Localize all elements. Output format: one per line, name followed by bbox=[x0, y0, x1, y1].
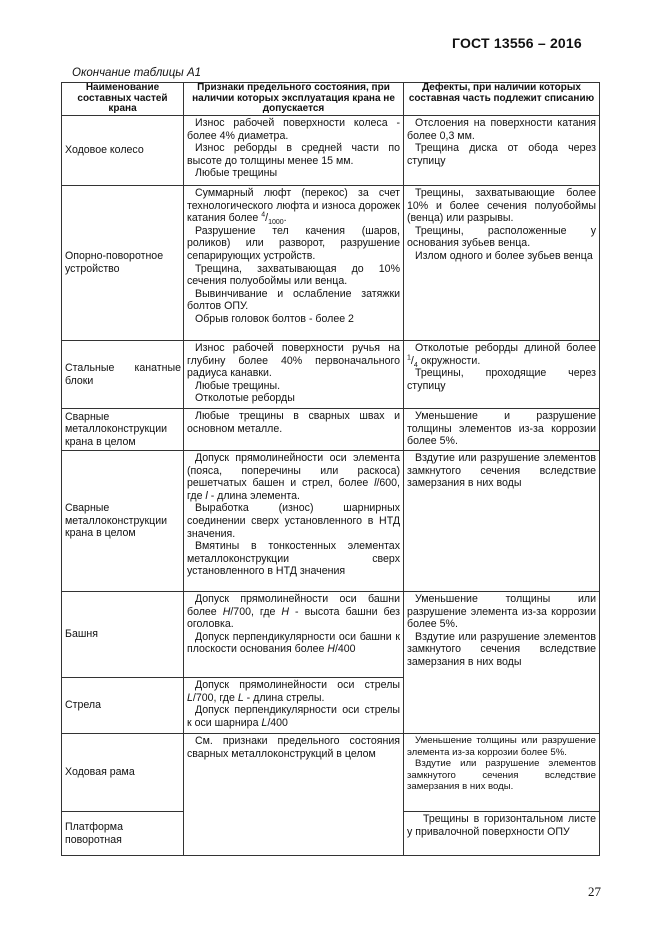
criterion: Допуск прямолинейности оси башни более H/700, где H - высота башни без оголовка. bbox=[187, 593, 400, 631]
criterion: Допуск перпендикулярности оси стрелы к оси шарнира L/400 bbox=[187, 704, 400, 729]
table-caption: Окончание таблицы А1 bbox=[72, 67, 202, 79]
defects-cell bbox=[404, 409, 600, 451]
limit-state-cell bbox=[184, 341, 404, 409]
defects-cell bbox=[404, 451, 600, 592]
page-number: 27 bbox=[588, 884, 601, 899]
component-name: Платформа поворотная bbox=[62, 812, 184, 856]
component-name: Сварные металлоконструкции крана в целом bbox=[62, 451, 184, 592]
criterion: Износ реборды в средней части по высоте до толщины менее 15 мм. bbox=[187, 142, 400, 167]
limit-state-cell bbox=[184, 678, 404, 734]
defect: Излом одного и более зубьев венца bbox=[415, 249, 593, 262]
table-header-row bbox=[62, 83, 600, 116]
criterion: Износ рабочей поверхности ручья на глубину более 40% первоначального радиуса канавки. bbox=[187, 342, 400, 380]
header-defects: Дефекты, при наличии которых составная часть подлежит списанию bbox=[404, 83, 600, 116]
criterion: Трещина, захватывающая до 10% сечения полуобоймы или венца. bbox=[187, 262, 400, 288]
criterion: См. признаки предельного состояния сварных металлоконструкций в целом bbox=[187, 735, 400, 760]
defects-cell bbox=[404, 341, 600, 409]
limit-state-cell bbox=[184, 734, 404, 856]
defect: Отколотые реборды длиной более $^1/_4$ окружности. bbox=[407, 342, 596, 369]
criterion: Разрушение тел качения (шаров, роликов) или разворот, разрушение сепарирующих устройств. bbox=[187, 224, 400, 262]
defect: Вздутие или разрушение элементов замкнутого сечения вследствие замерзания в них воды. bbox=[407, 758, 596, 793]
component-name: Опорно-поворотное устройство bbox=[62, 186, 184, 341]
criterion: Любые трещины. bbox=[195, 379, 281, 392]
criterion: Выработка (износ) шарнирных соединении сверх установленного в НТД значения. bbox=[187, 502, 400, 540]
defect: Уменьшение толщины или разрушение элемента из-за коррозии более 5%. bbox=[407, 735, 596, 758]
component-name: Стрела bbox=[62, 678, 184, 734]
defects-cell bbox=[404, 812, 600, 856]
limit-state-cell bbox=[184, 116, 404, 186]
table-row bbox=[62, 592, 600, 678]
defects-table bbox=[61, 82, 600, 856]
defects-cell bbox=[404, 592, 600, 734]
criterion: Суммарный люфт (перекос) за счет технологического люфта и износа дорожек катания более $^4/_{1000}$. bbox=[187, 187, 400, 227]
limit-state-cell bbox=[184, 186, 404, 341]
defect: Трещины, расположенные у основания зубьев венца. bbox=[407, 224, 596, 250]
criterion: Любые трещины в сварных швах и основном металле. bbox=[187, 410, 400, 435]
header-component-name: Наименование составных частей крана bbox=[62, 83, 184, 116]
component-name: Ходовое колесо bbox=[62, 116, 184, 186]
criterion: Любые трещины bbox=[195, 167, 278, 180]
document-code: ГОСТ 13556 – 2016 bbox=[452, 35, 582, 51]
component-name: Стальные канатные блоки bbox=[62, 341, 184, 409]
limit-state-cell bbox=[184, 451, 404, 592]
table-row bbox=[62, 341, 600, 409]
defect: Вздутие или разрушение элементов замкнутого сечения вследствие замерзания в них воды bbox=[407, 452, 596, 490]
table-row bbox=[62, 116, 600, 186]
defect: Отслоения на поверхности катания более 0,3 мм. bbox=[407, 117, 596, 142]
defect: Вздутие или разрушение элементов замкнутого сечения вследствие замерзания в них воды bbox=[407, 630, 596, 668]
defect: Уменьшение толщины или разрушение элемента из-за коррозии более 5%. bbox=[407, 593, 596, 631]
defects-cell bbox=[404, 734, 600, 812]
table-row bbox=[62, 451, 600, 592]
limit-state-cell bbox=[184, 592, 404, 678]
defect: Уменьшение и разрушение толщины элементов из-за коррозии более 5%. bbox=[407, 410, 596, 448]
limit-state-cell bbox=[184, 409, 404, 451]
defect: Трещины в горизонтальном листе у привалочной поверхности ОПУ bbox=[407, 813, 596, 838]
defect: Трещина диска от обода через ступицу bbox=[407, 142, 596, 167]
component-name: Ходовая рама bbox=[62, 734, 184, 812]
criterion: Допуск прямолинейности оси элемента (пояса, поперечины или раскоса) решетчатых башен и стрел, более l/600, где l - длина элемента. bbox=[187, 452, 400, 502]
defects-cell bbox=[404, 186, 600, 341]
header-limit-state: Признаки предельного состояния, при наличии которых эксплуатация крана не допускается bbox=[184, 83, 404, 116]
defect: Трещины, проходящие через ступицу bbox=[407, 367, 596, 392]
defect: Трещины, захватывающие более 10% и более сечения полуобоймы (венца) или разрывы. bbox=[407, 187, 596, 225]
table-row bbox=[62, 409, 600, 451]
defects-cell bbox=[404, 116, 600, 186]
criterion: Допуск прямолинейности оси стрелы L/700, где L - длина стрелы. bbox=[187, 679, 400, 704]
table-row bbox=[62, 186, 600, 341]
criterion: Износ рабочей поверхности колеса - более 4% диаметра. bbox=[187, 117, 400, 142]
component-name: Башня bbox=[62, 592, 184, 678]
criterion: Допуск перпендикулярности оси башни к плоскости основания более H/400 bbox=[187, 630, 400, 656]
criterion: Отколотые реборды bbox=[195, 392, 295, 405]
table-row bbox=[62, 734, 600, 812]
criterion: Вывинчивание и ослабление затяжки болтов ОПУ. bbox=[187, 287, 400, 313]
criterion: Обрыв головок болтов - более 2 bbox=[195, 312, 354, 325]
criterion: Вмятины в тонкостенных элементах металлоконструкции сверх установленного в НТД значения bbox=[187, 540, 400, 578]
component-name: Сварные металлоконструкции крана в целом bbox=[62, 409, 184, 451]
